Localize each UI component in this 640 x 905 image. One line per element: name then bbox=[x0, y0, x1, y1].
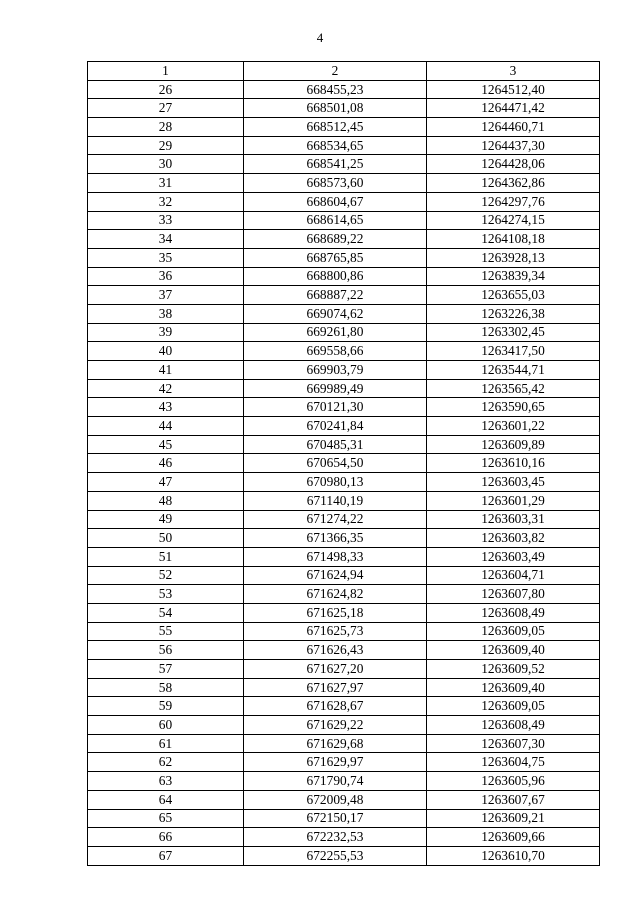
point-number-cell: 33 bbox=[88, 211, 244, 230]
table-row bbox=[88, 716, 600, 735]
y-coordinate-cell: 1263609,21 bbox=[427, 809, 600, 828]
table-row bbox=[88, 342, 600, 361]
point-number-cell: 53 bbox=[88, 585, 244, 604]
x-coordinate-cell: 669989,49 bbox=[244, 379, 427, 398]
x-coordinate-cell: 668541,25 bbox=[244, 155, 427, 174]
y-coordinate-cell: 1264471,42 bbox=[427, 99, 600, 118]
x-coordinate-cell: 671498,33 bbox=[244, 547, 427, 566]
x-coordinate-cell: 670654,50 bbox=[244, 454, 427, 473]
y-coordinate-cell: 1263608,49 bbox=[427, 716, 600, 735]
y-coordinate-cell: 1264428,06 bbox=[427, 155, 600, 174]
point-number-cell: 31 bbox=[88, 174, 244, 193]
point-number-cell: 42 bbox=[88, 379, 244, 398]
point-number-cell: 50 bbox=[88, 529, 244, 548]
x-coordinate-cell: 671140,19 bbox=[244, 491, 427, 510]
y-coordinate-cell: 1263601,29 bbox=[427, 491, 600, 510]
point-number-cell: 60 bbox=[88, 716, 244, 735]
x-coordinate-cell: 668512,45 bbox=[244, 118, 427, 137]
x-coordinate-cell: 670121,30 bbox=[244, 398, 427, 417]
x-coordinate-cell: 668887,22 bbox=[244, 286, 427, 305]
table-row bbox=[88, 155, 600, 174]
point-number-cell: 54 bbox=[88, 603, 244, 622]
point-number-cell: 55 bbox=[88, 622, 244, 641]
point-number-cell: 47 bbox=[88, 473, 244, 492]
y-coordinate-cell: 1263609,05 bbox=[427, 697, 600, 716]
x-coordinate-cell: 671624,82 bbox=[244, 585, 427, 604]
table-row bbox=[88, 417, 600, 436]
y-coordinate-cell: 1263603,45 bbox=[427, 473, 600, 492]
table-row bbox=[88, 99, 600, 118]
y-coordinate-cell: 1263302,45 bbox=[427, 323, 600, 342]
y-coordinate-cell: 1263609,40 bbox=[427, 641, 600, 660]
x-coordinate-cell: 668455,23 bbox=[244, 80, 427, 99]
point-number-cell: 27 bbox=[88, 99, 244, 118]
y-coordinate-cell: 1263609,66 bbox=[427, 828, 600, 847]
point-number-cell: 30 bbox=[88, 155, 244, 174]
y-coordinate-cell: 1263610,16 bbox=[427, 454, 600, 473]
y-coordinate-cell: 1264437,30 bbox=[427, 136, 600, 155]
y-coordinate-cell: 1264460,71 bbox=[427, 118, 600, 137]
x-coordinate-cell: 672009,48 bbox=[244, 790, 427, 809]
table-row bbox=[88, 734, 600, 753]
point-number-cell: 49 bbox=[88, 510, 244, 529]
y-coordinate-cell: 1264297,76 bbox=[427, 192, 600, 211]
y-coordinate-cell: 1263607,80 bbox=[427, 585, 600, 604]
x-coordinate-cell: 669903,79 bbox=[244, 361, 427, 380]
x-coordinate-cell: 669558,66 bbox=[244, 342, 427, 361]
y-coordinate-cell: 1263565,42 bbox=[427, 379, 600, 398]
point-number-cell: 67 bbox=[88, 846, 244, 865]
point-number-cell: 59 bbox=[88, 697, 244, 716]
x-coordinate-cell: 671628,67 bbox=[244, 697, 427, 716]
y-coordinate-cell: 1263590,65 bbox=[427, 398, 600, 417]
point-number-cell: 52 bbox=[88, 566, 244, 585]
column-header-2: 2 bbox=[244, 62, 427, 81]
x-coordinate-cell: 670241,84 bbox=[244, 417, 427, 436]
table-row bbox=[88, 510, 600, 529]
y-coordinate-cell: 1263928,13 bbox=[427, 248, 600, 267]
table-row bbox=[88, 379, 600, 398]
table-row bbox=[88, 454, 600, 473]
x-coordinate-cell: 671624,94 bbox=[244, 566, 427, 585]
point-number-cell: 45 bbox=[88, 435, 244, 454]
point-number-cell: 64 bbox=[88, 790, 244, 809]
x-coordinate-cell: 668689,22 bbox=[244, 230, 427, 249]
y-coordinate-cell: 1263839,34 bbox=[427, 267, 600, 286]
table-row bbox=[88, 828, 600, 847]
table-row bbox=[88, 790, 600, 809]
table-row bbox=[88, 174, 600, 193]
table-row bbox=[88, 304, 600, 323]
y-coordinate-cell: 1263609,52 bbox=[427, 660, 600, 679]
y-coordinate-cell: 1263609,89 bbox=[427, 435, 600, 454]
point-number-cell: 41 bbox=[88, 361, 244, 380]
point-number-cell: 28 bbox=[88, 118, 244, 137]
x-coordinate-cell: 668800,86 bbox=[244, 267, 427, 286]
table-row bbox=[88, 435, 600, 454]
point-number-cell: 36 bbox=[88, 267, 244, 286]
table-row bbox=[88, 753, 600, 772]
table-row bbox=[88, 678, 600, 697]
table-row bbox=[88, 529, 600, 548]
y-coordinate-cell: 1263608,49 bbox=[427, 603, 600, 622]
y-coordinate-cell: 1264108,18 bbox=[427, 230, 600, 249]
table-row bbox=[88, 80, 600, 99]
x-coordinate-cell: 668573,60 bbox=[244, 174, 427, 193]
x-coordinate-cell: 668534,65 bbox=[244, 136, 427, 155]
x-coordinate-cell: 669261,80 bbox=[244, 323, 427, 342]
table-row bbox=[88, 809, 600, 828]
x-coordinate-cell: 671274,22 bbox=[244, 510, 427, 529]
table-row bbox=[88, 192, 600, 211]
table-row bbox=[88, 603, 600, 622]
point-number-cell: 51 bbox=[88, 547, 244, 566]
table-row bbox=[88, 211, 600, 230]
x-coordinate-cell: 671629,97 bbox=[244, 753, 427, 772]
point-number-cell: 29 bbox=[88, 136, 244, 155]
y-coordinate-cell: 1263610,70 bbox=[427, 846, 600, 865]
table-row bbox=[88, 491, 600, 510]
table-row bbox=[88, 230, 600, 249]
table-row bbox=[88, 772, 600, 791]
point-number-cell: 46 bbox=[88, 454, 244, 473]
y-coordinate-cell: 1263226,38 bbox=[427, 304, 600, 323]
point-number-cell: 38 bbox=[88, 304, 244, 323]
table-row bbox=[88, 566, 600, 585]
x-coordinate-cell: 672255,53 bbox=[244, 846, 427, 865]
point-number-cell: 34 bbox=[88, 230, 244, 249]
point-number-cell: 44 bbox=[88, 417, 244, 436]
point-number-cell: 48 bbox=[88, 491, 244, 510]
table-row bbox=[88, 267, 600, 286]
y-coordinate-cell: 1263605,96 bbox=[427, 772, 600, 791]
x-coordinate-cell: 671626,43 bbox=[244, 641, 427, 660]
table-row bbox=[88, 361, 600, 380]
y-coordinate-cell: 1264512,40 bbox=[427, 80, 600, 99]
table-row bbox=[88, 118, 600, 137]
point-number-cell: 56 bbox=[88, 641, 244, 660]
table-row bbox=[88, 286, 600, 305]
table-row bbox=[88, 846, 600, 865]
point-number-cell: 32 bbox=[88, 192, 244, 211]
y-coordinate-cell: 1263607,67 bbox=[427, 790, 600, 809]
point-number-cell: 37 bbox=[88, 286, 244, 305]
coordinates-table bbox=[87, 61, 600, 866]
y-coordinate-cell: 1263609,40 bbox=[427, 678, 600, 697]
x-coordinate-cell: 670485,31 bbox=[244, 435, 427, 454]
table-row bbox=[88, 660, 600, 679]
x-coordinate-cell: 670980,13 bbox=[244, 473, 427, 492]
x-coordinate-cell: 668614,65 bbox=[244, 211, 427, 230]
x-coordinate-cell: 672232,53 bbox=[244, 828, 427, 847]
y-coordinate-cell: 1263609,05 bbox=[427, 622, 600, 641]
column-header-1: 1 bbox=[88, 62, 244, 81]
point-number-cell: 40 bbox=[88, 342, 244, 361]
x-coordinate-cell: 671627,20 bbox=[244, 660, 427, 679]
header-row bbox=[88, 62, 600, 81]
y-coordinate-cell: 1263417,50 bbox=[427, 342, 600, 361]
y-coordinate-cell: 1263604,71 bbox=[427, 566, 600, 585]
table-row bbox=[88, 323, 600, 342]
y-coordinate-cell: 1263603,49 bbox=[427, 547, 600, 566]
x-coordinate-cell: 672150,17 bbox=[244, 809, 427, 828]
column-header-3: 3 bbox=[427, 62, 600, 81]
table-row bbox=[88, 136, 600, 155]
table-row bbox=[88, 697, 600, 716]
y-coordinate-cell: 1264274,15 bbox=[427, 211, 600, 230]
table-row bbox=[88, 585, 600, 604]
y-coordinate-cell: 1263544,71 bbox=[427, 361, 600, 380]
table-row bbox=[88, 547, 600, 566]
point-number-cell: 65 bbox=[88, 809, 244, 828]
table-row bbox=[88, 473, 600, 492]
point-number-cell: 61 bbox=[88, 734, 244, 753]
x-coordinate-cell: 671625,18 bbox=[244, 603, 427, 622]
y-coordinate-cell: 1263603,82 bbox=[427, 529, 600, 548]
point-number-cell: 66 bbox=[88, 828, 244, 847]
x-coordinate-cell: 668501,08 bbox=[244, 99, 427, 118]
y-coordinate-cell: 1264362,86 bbox=[427, 174, 600, 193]
x-coordinate-cell: 671366,35 bbox=[244, 529, 427, 548]
table-row bbox=[88, 622, 600, 641]
table-row bbox=[88, 398, 600, 417]
x-coordinate-cell: 669074,62 bbox=[244, 304, 427, 323]
point-number-cell: 62 bbox=[88, 753, 244, 772]
point-number-cell: 43 bbox=[88, 398, 244, 417]
y-coordinate-cell: 1263604,75 bbox=[427, 753, 600, 772]
point-number-cell: 63 bbox=[88, 772, 244, 791]
table-row bbox=[88, 641, 600, 660]
x-coordinate-cell: 668604,67 bbox=[244, 192, 427, 211]
table-row bbox=[88, 248, 600, 267]
x-coordinate-cell: 671629,68 bbox=[244, 734, 427, 753]
y-coordinate-cell: 1263655,03 bbox=[427, 286, 600, 305]
x-coordinate-cell: 671629,22 bbox=[244, 716, 427, 735]
y-coordinate-cell: 1263607,30 bbox=[427, 734, 600, 753]
point-number-cell: 39 bbox=[88, 323, 244, 342]
table-header bbox=[88, 62, 600, 81]
y-coordinate-cell: 1263601,22 bbox=[427, 417, 600, 436]
x-coordinate-cell: 671625,73 bbox=[244, 622, 427, 641]
y-coordinate-cell: 1263603,31 bbox=[427, 510, 600, 529]
page-number: 4 bbox=[316, 30, 324, 45]
point-number-cell: 58 bbox=[88, 678, 244, 697]
point-number-cell: 35 bbox=[88, 248, 244, 267]
table-body bbox=[88, 80, 600, 865]
point-number-cell: 57 bbox=[88, 660, 244, 679]
x-coordinate-cell: 668765,85 bbox=[244, 248, 427, 267]
point-number-cell: 26 bbox=[88, 80, 244, 99]
x-coordinate-cell: 671627,97 bbox=[244, 678, 427, 697]
x-coordinate-cell: 671790,74 bbox=[244, 772, 427, 791]
